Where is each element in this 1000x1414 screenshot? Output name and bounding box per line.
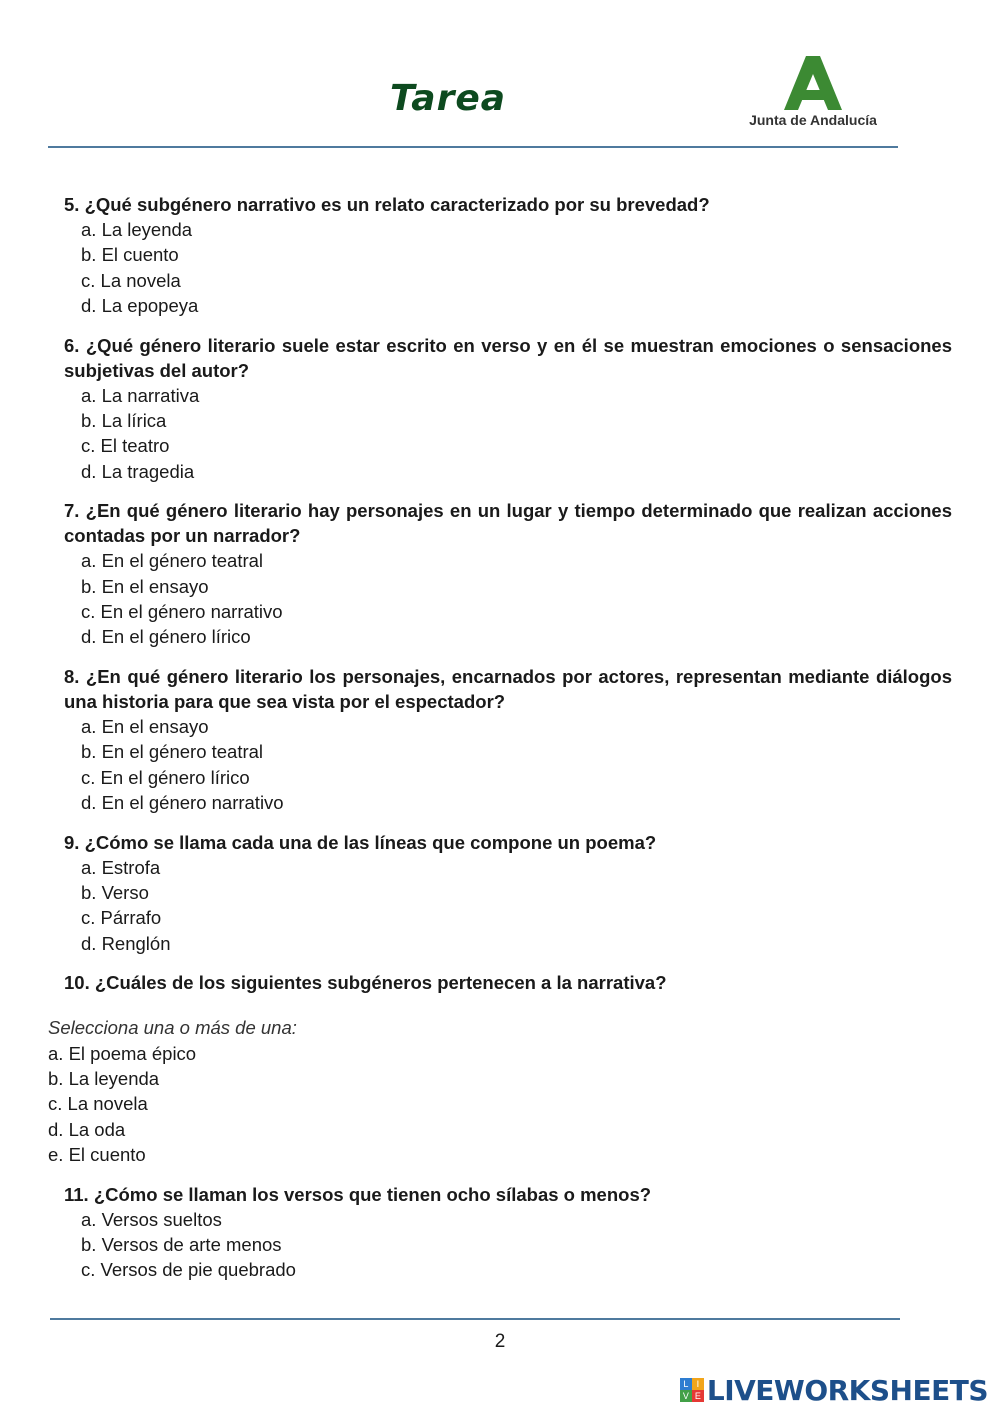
answer-option[interactable]: b. La lírica (81, 410, 167, 432)
page-title: Tarea (390, 78, 507, 119)
answer-option[interactable]: c. Párrafo (81, 907, 162, 929)
header-divider (48, 146, 898, 148)
answer-option[interactable]: b. La leyenda (48, 1067, 160, 1089)
answer-option[interactable]: a. La narrativa (81, 384, 200, 406)
answer-option[interactable]: b. Verso (81, 881, 149, 903)
question-7 (64, 498, 952, 650)
answer-option[interactable]: d. En el género lírico (81, 626, 251, 648)
question-text: 6. ¿Qué género literario suele estar escrito en verso y en él se muestran emociones o sensaciones subjetivas del autor? (64, 334, 952, 381)
answer-option[interactable]: d. En el género narrativo (81, 792, 284, 814)
question-9 (64, 830, 952, 957)
answer-option[interactable]: a. La leyenda (81, 219, 193, 240)
answer-option[interactable]: c. Versos de pie quebrado (81, 1259, 296, 1281)
answer-option[interactable]: a. Estrofa (81, 856, 161, 878)
answer-option[interactable]: d. La oda (48, 1118, 126, 1140)
page-number: 2 (494, 1331, 506, 1352)
icon-letter-i: I (692, 1378, 704, 1390)
question-8 (64, 664, 952, 816)
question-text: 8. ¿En qué género literario los personajes, encarnados por actores, representan mediante diálogos una historia para que sea vista por el espectador? (64, 665, 952, 712)
answer-option[interactable]: b. En el género teatral (81, 741, 264, 763)
logo-text: Junta de Andalucía (749, 112, 877, 128)
icon-letter-l: L (680, 1378, 692, 1390)
answer-option[interactable]: d. La tragedia (81, 460, 195, 482)
liveworksheets-watermark (680, 1374, 988, 1406)
question-text: 5. ¿Qué subgénero narrativo es un relato caracterizado por su brevedad? (64, 194, 710, 215)
question-10 (64, 970, 952, 995)
andalucia-a-icon (784, 56, 842, 112)
answer-option[interactable]: c. La novela (48, 1093, 148, 1115)
answer-option[interactable]: b. Versos de arte menos (81, 1233, 282, 1255)
answer-option[interactable]: e. El cuento (48, 1144, 146, 1166)
question-text: 11. ¿Cómo se llaman los versos que tienen ocho sílabas o menos? (64, 1183, 652, 1205)
question-11 (64, 1182, 952, 1283)
select-hint: Selecciona una o más de una: (48, 1017, 297, 1039)
question-text: 7. ¿En qué género literario hay personajes en un lugar y tiempo determinado que realizan acciones contadas por un narrador? (64, 500, 952, 547)
answer-option[interactable]: d. Renglón (81, 932, 171, 954)
answer-option[interactable]: c. En el género narrativo (81, 601, 283, 623)
watermark-text: LIVEWORKSHEETS (706, 1373, 988, 1407)
answer-option[interactable]: b. En el ensayo (81, 575, 209, 597)
icon-letter-e: E (692, 1390, 704, 1402)
junta-de-andalucia-logo (748, 56, 878, 132)
answer-option[interactable]: a. En el ensayo (81, 715, 209, 737)
question-text: 10. ¿Cuáles de los siguientes subgéneros pertenecen a la narrativa? (64, 972, 667, 994)
footer-divider (50, 1318, 900, 1320)
answer-option[interactable]: c. El teatro (81, 435, 170, 457)
answer-option[interactable]: b. El cuento (81, 244, 179, 266)
answer-option[interactable]: d. La epopeya (81, 295, 199, 317)
liveworksheets-icon (680, 1378, 704, 1402)
question-6 (64, 333, 952, 485)
answer-option[interactable]: c. En el género lírico (81, 766, 250, 788)
multi-select-answers (48, 1015, 952, 1167)
question-text: 9. ¿Cómo se llama cada una de las líneas que compone un poema? (64, 831, 657, 853)
answer-option[interactable]: a. En el género teatral (81, 550, 264, 572)
questions-list (48, 192, 952, 1297)
answer-option[interactable]: a. Versos sueltos (81, 1208, 222, 1230)
question-5 (64, 192, 952, 319)
icon-letter-v: V (680, 1390, 692, 1402)
answer-option[interactable]: c. La novela (81, 269, 181, 291)
answer-option[interactable]: a. El poema épico (48, 1042, 197, 1064)
